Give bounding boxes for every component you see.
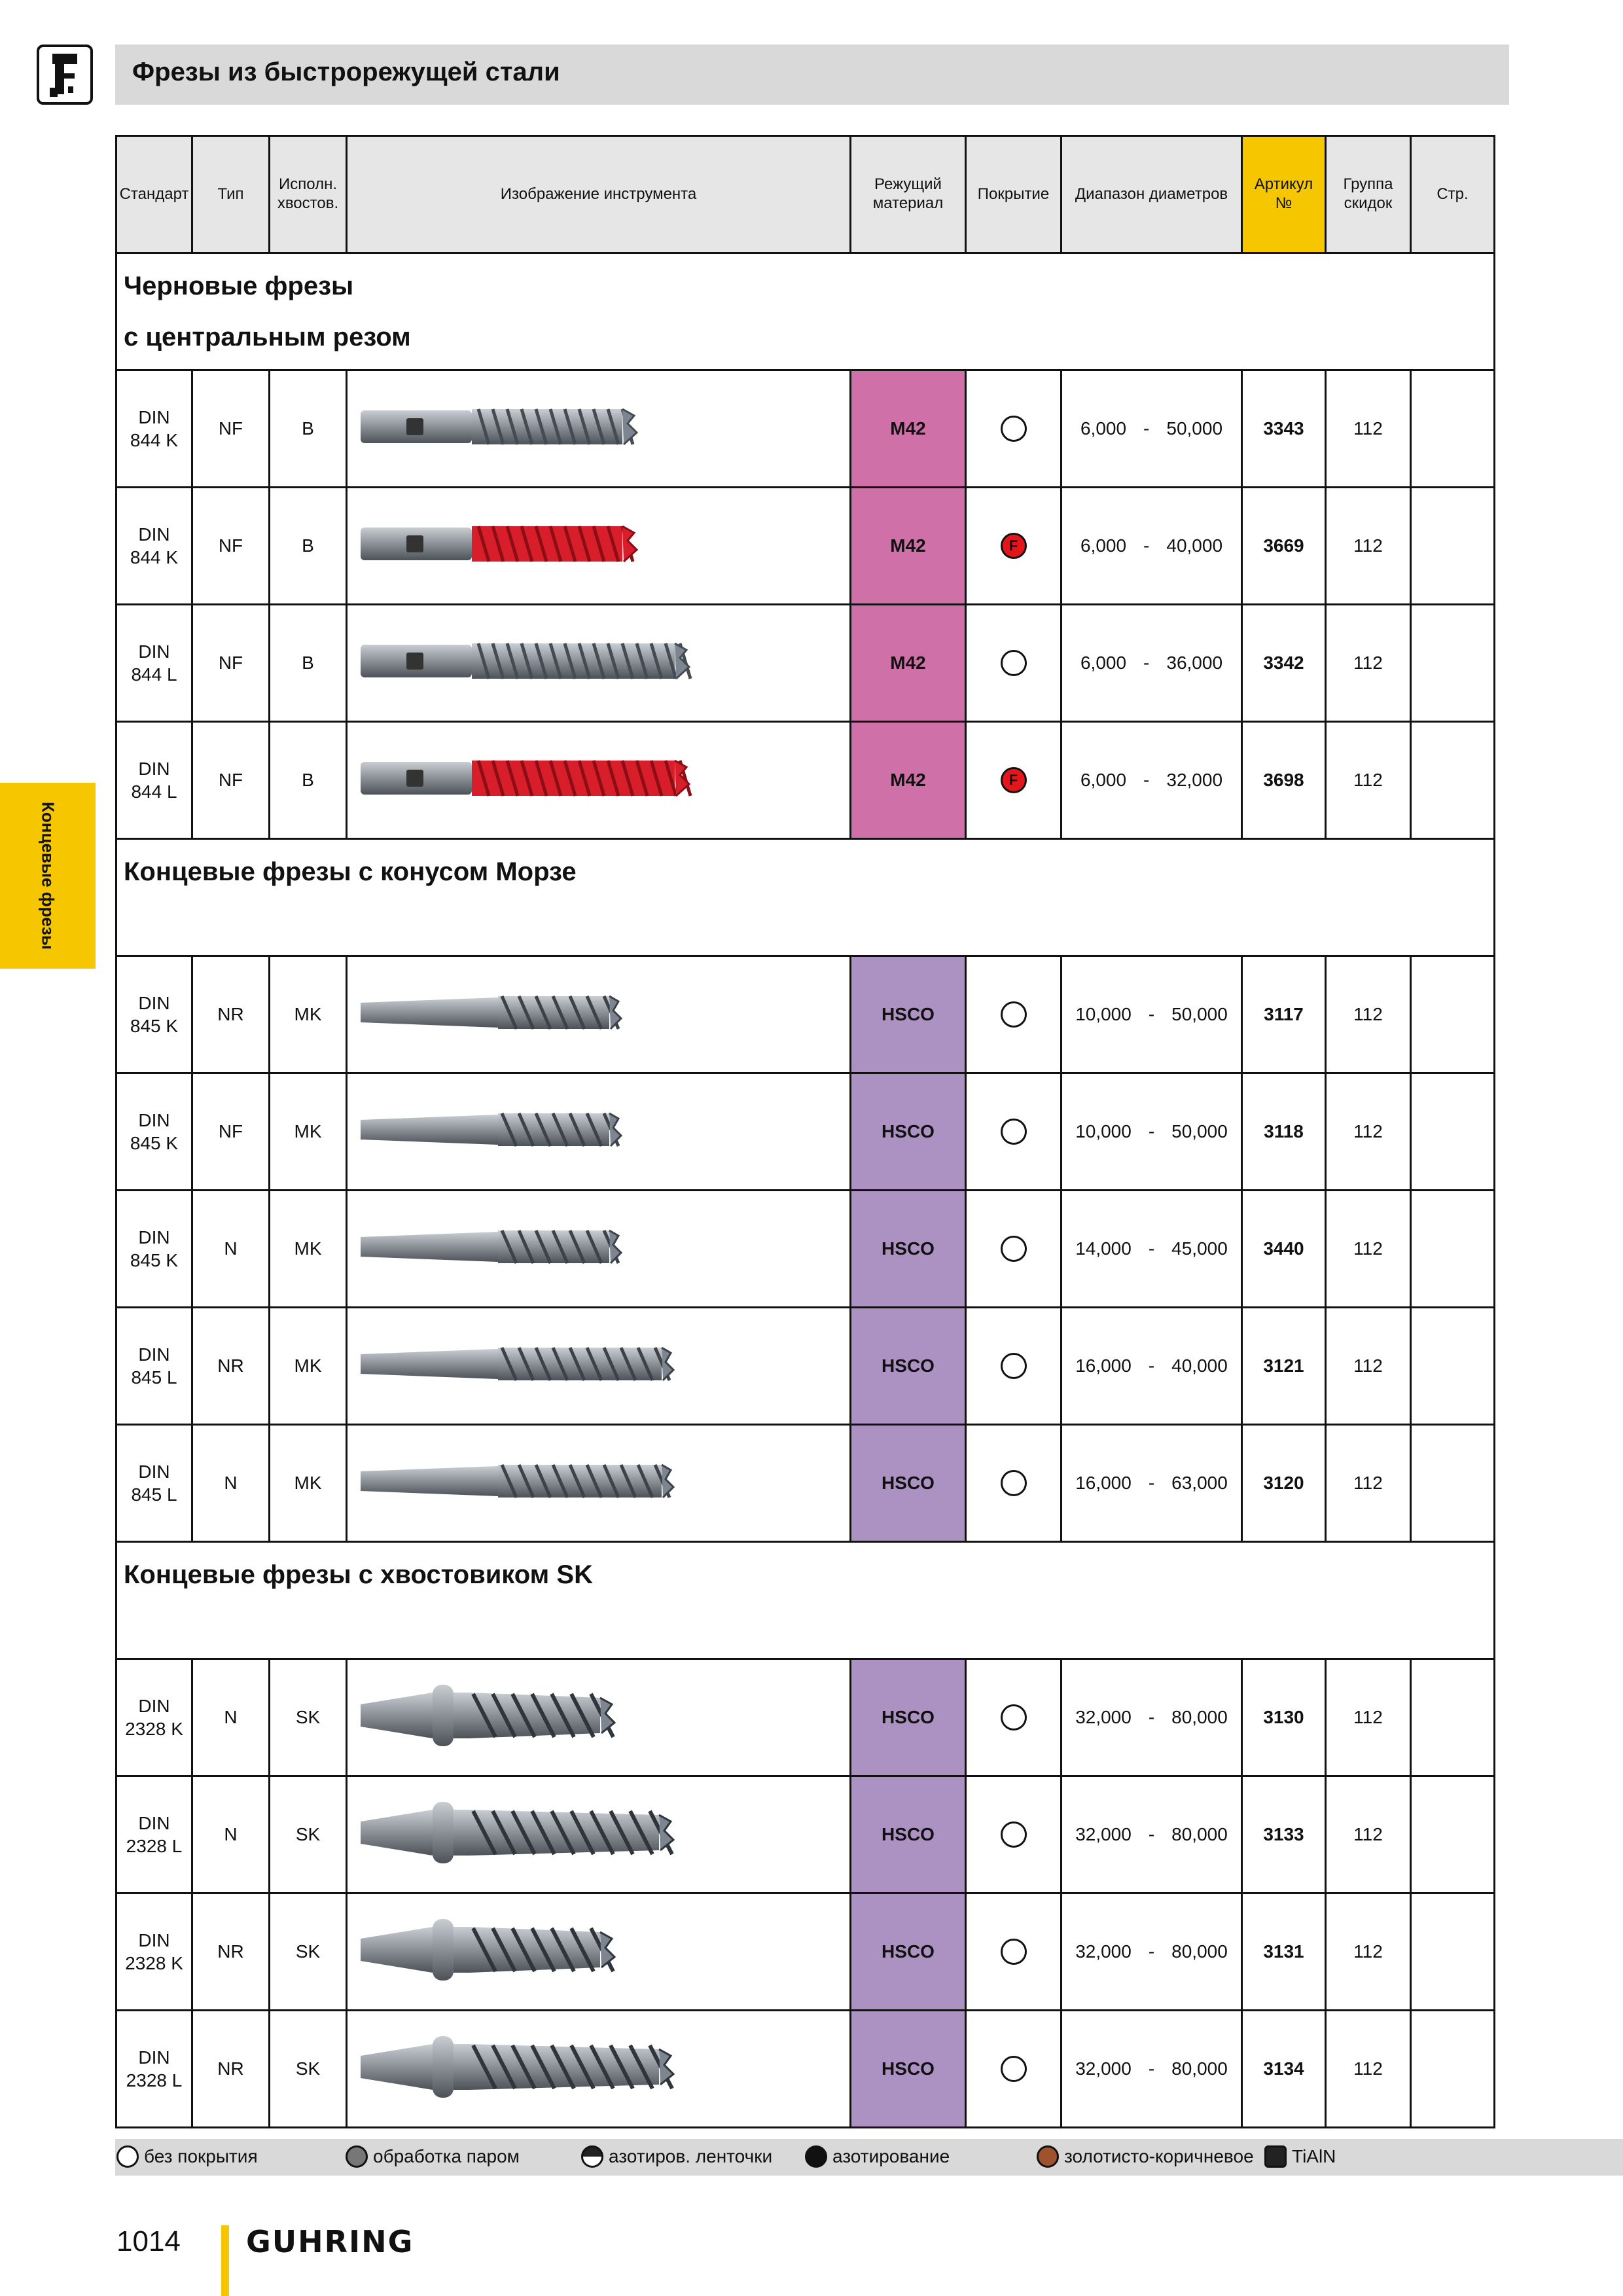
standard-din: DIN — [138, 1813, 170, 1833]
no-coating-icon — [1001, 1821, 1027, 1848]
legend-item — [581, 2145, 772, 2168]
cell-material: M42 — [851, 605, 966, 722]
standard-number: 845 L — [131, 1367, 177, 1388]
sk-shank-mill-icon — [354, 1748, 721, 1768]
legend-label: TiAlN — [1292, 2146, 1336, 2166]
cell-diameter-range — [1061, 1191, 1242, 1308]
cell-coating — [966, 1893, 1061, 2011]
cell-article: 3121 — [1242, 1308, 1326, 1425]
cell-tool-image — [347, 722, 851, 839]
empty-circle-icon — [116, 2145, 139, 2168]
diameter-from: 16,000 — [1075, 1473, 1132, 1493]
cell-standard — [116, 1893, 192, 2011]
diameter-range — [1062, 418, 1241, 439]
diameter-from: 10,000 — [1075, 1004, 1132, 1024]
cell-article: 3120 — [1242, 1425, 1326, 1542]
cell-standard — [116, 956, 192, 1073]
diameter-from: 6,000 — [1080, 535, 1127, 556]
cell-shank: MK — [270, 1308, 347, 1425]
diameter-range — [1062, 653, 1241, 673]
standard-number: 844 L — [131, 781, 177, 802]
range-dash: - — [1148, 1238, 1155, 1259]
roughing-end-mill-long-red-icon — [354, 811, 721, 831]
cell-shank: B — [270, 488, 347, 605]
cell-type: N — [192, 1776, 270, 1893]
cell-discount-group: 112 — [1326, 605, 1411, 722]
cell-coating — [966, 1073, 1061, 1191]
diameter-from: 16,000 — [1075, 1355, 1132, 1376]
cell-shank: MK — [270, 1073, 347, 1191]
standard-number: 844 K — [130, 430, 179, 450]
legend-label: без покрытия — [144, 2146, 258, 2166]
cell-tool-image — [347, 956, 851, 1073]
table-header-row — [116, 136, 1495, 253]
cell-page — [1411, 1073, 1495, 1191]
cell-material: M42 — [851, 488, 966, 605]
cell-type: NR — [192, 1893, 270, 2011]
standard-din: DIN — [138, 993, 170, 1013]
cell-page — [1411, 956, 1495, 1073]
gray-circle-icon — [346, 2145, 368, 2168]
no-coating-icon — [1001, 1939, 1027, 1965]
no-coating-icon — [1001, 650, 1027, 676]
cell-article: 3342 — [1242, 605, 1326, 722]
cell-standard — [116, 1191, 192, 1308]
range-dash: - — [1148, 1707, 1155, 1727]
standard-number: 2328 L — [126, 1836, 183, 1856]
section-row — [116, 1542, 1495, 1659]
cell-tool-image — [347, 1893, 851, 2011]
cell-discount-group: 112 — [1326, 488, 1411, 605]
cell-article: 3118 — [1242, 1073, 1326, 1191]
tialn-coating-icon: F — [1001, 767, 1027, 793]
sk-shank-mill-icon — [354, 1982, 721, 2003]
range-dash: - — [1148, 1121, 1155, 1141]
section-title-line: с центральным резом — [124, 323, 411, 351]
cell-page — [1411, 2011, 1495, 2128]
standard-din: DIN — [138, 524, 170, 545]
diameter-range — [1062, 1473, 1241, 1494]
cell-coating — [966, 1308, 1061, 1425]
cell-coating — [966, 488, 1061, 605]
cell-tool-image — [347, 605, 851, 722]
cell-coating — [966, 1425, 1061, 1542]
range-dash: - — [1148, 1941, 1155, 1962]
diameter-to: 80,000 — [1171, 2058, 1228, 2079]
range-dash: - — [1148, 1824, 1155, 1844]
morse-taper-mill-icon — [354, 1280, 721, 1300]
range-dash: - — [1143, 418, 1150, 439]
legend-item — [346, 2145, 520, 2168]
cell-material: HSCO — [851, 1308, 966, 1425]
col-article: Артикул № — [1242, 136, 1326, 253]
morse-taper-mill-icon — [354, 1045, 721, 1066]
cell-standard — [116, 1073, 192, 1191]
table-row — [116, 605, 1495, 722]
half-black-circle-icon — [581, 2145, 603, 2168]
cell-page — [1411, 1191, 1495, 1308]
sk-shank-mill-long-icon — [354, 1865, 721, 1886]
table-row — [116, 1425, 1495, 1542]
diameter-from: 6,000 — [1080, 653, 1127, 673]
cell-diameter-range — [1061, 1073, 1242, 1191]
cell-shank: B — [270, 605, 347, 722]
diameter-range — [1062, 2058, 1241, 2079]
table-row — [116, 488, 1495, 605]
cell-page — [1411, 605, 1495, 722]
section-row — [116, 839, 1495, 956]
standard-din: DIN — [138, 2047, 170, 2068]
standard-din: DIN — [138, 759, 170, 779]
cell-diameter-range — [1061, 488, 1242, 605]
table-row — [116, 1776, 1495, 1893]
page-number: 1014 — [116, 2225, 181, 2257]
standard-din: DIN — [138, 1227, 170, 1247]
cell-article: 3698 — [1242, 722, 1326, 839]
cell-shank: SK — [270, 1893, 347, 2011]
cell-discount-group: 112 — [1326, 1425, 1411, 1542]
legend-item — [116, 2145, 258, 2168]
cell-discount-group: 112 — [1326, 1776, 1411, 1893]
page-header — [115, 45, 1509, 105]
diameter-range — [1062, 1824, 1241, 1845]
morse-taper-mill-long-icon — [354, 1397, 721, 1417]
table-row — [116, 1073, 1495, 1191]
col-shank: Исполн. хвостов. — [270, 136, 347, 253]
cell-diameter-range — [1061, 1425, 1242, 1542]
cell-shank: MK — [270, 1425, 347, 1542]
table-row — [116, 722, 1495, 839]
brand-logo: GUHRING — [246, 2224, 414, 2259]
cell-standard — [116, 1776, 192, 1893]
roughing-end-mill-icon — [354, 459, 721, 480]
diameter-to: 32,000 — [1166, 770, 1223, 790]
standard-number: 844 L — [131, 664, 177, 685]
cell-tool-image — [347, 1659, 851, 1776]
morse-taper-mill-icon — [354, 1162, 721, 1183]
logo-figure-icon — [39, 47, 90, 102]
diameter-to: 36,000 — [1166, 653, 1223, 673]
footer-accent-bar — [221, 2225, 229, 2296]
diameter-from: 14,000 — [1075, 1238, 1132, 1259]
section-title-line: Концевые фрезы с хвостовиком SK — [124, 1560, 593, 1589]
range-dash: - — [1148, 1355, 1155, 1376]
cell-shank: B — [270, 722, 347, 839]
side-tab-label: Концевые фрезы — [38, 802, 58, 950]
standard-din: DIN — [138, 1344, 170, 1365]
cell-discount-group: 112 — [1326, 1659, 1411, 1776]
cell-discount-group: 112 — [1326, 2011, 1411, 2128]
cell-type: NR — [192, 2011, 270, 2128]
cell-discount-group: 112 — [1326, 1893, 1411, 2011]
col-type: Тип — [192, 136, 270, 253]
cell-standard — [116, 605, 192, 722]
tialn-icon — [1264, 2145, 1287, 2168]
section-title — [116, 839, 1495, 956]
cell-tool-image — [347, 1425, 851, 1542]
col-coating: Покрытие — [966, 136, 1061, 253]
standard-number: 844 K — [130, 547, 179, 567]
cell-material: HSCO — [851, 1659, 966, 1776]
cell-type: NF — [192, 488, 270, 605]
cell-discount-group: 112 — [1326, 722, 1411, 839]
cell-material: M42 — [851, 370, 966, 488]
cell-page — [1411, 370, 1495, 488]
roughing-end-mill-red-icon — [354, 577, 721, 597]
col-page: Стр. — [1411, 136, 1495, 253]
cell-tool-image — [347, 2011, 851, 2128]
diameter-from: 32,000 — [1075, 1707, 1132, 1727]
cell-type: NF — [192, 722, 270, 839]
cell-discount-group: 112 — [1326, 1073, 1411, 1191]
cell-tool-image — [347, 488, 851, 605]
table-row — [116, 1659, 1495, 1776]
section-title-line: Концевые фрезы с конусом Морзе — [124, 857, 577, 886]
cell-discount-group: 112 — [1326, 1308, 1411, 1425]
cell-discount-group: 112 — [1326, 956, 1411, 1073]
cell-page — [1411, 1776, 1495, 1893]
cell-coating — [966, 956, 1061, 1073]
diameter-range — [1062, 770, 1241, 791]
cell-page — [1411, 1893, 1495, 2011]
table-row — [116, 1191, 1495, 1308]
product-table — [115, 135, 1495, 2128]
cell-article: 3669 — [1242, 488, 1326, 605]
diameter-range — [1062, 1941, 1241, 1962]
cell-diameter-range — [1061, 2011, 1242, 2128]
company-logo — [37, 45, 93, 105]
cell-standard — [116, 370, 192, 488]
diameter-from: 6,000 — [1080, 418, 1127, 439]
cell-diameter-range — [1061, 1776, 1242, 1893]
legend-label: азотирование — [832, 2146, 950, 2166]
cell-coating — [966, 370, 1061, 488]
cell-material: HSCO — [851, 1776, 966, 1893]
diameter-to: 80,000 — [1171, 1707, 1228, 1727]
cell-shank: SK — [270, 2011, 347, 2128]
brown-circle-icon — [1037, 2145, 1059, 2168]
table-row — [116, 1893, 1495, 2011]
cell-article: 3130 — [1242, 1659, 1326, 1776]
cell-diameter-range — [1061, 605, 1242, 722]
side-tab — [0, 783, 96, 969]
cell-diameter-range — [1061, 1659, 1242, 1776]
range-dash: - — [1143, 770, 1150, 790]
no-coating-icon — [1001, 1470, 1027, 1496]
standard-din: DIN — [138, 1696, 170, 1716]
cell-tool-image — [347, 1308, 851, 1425]
diameter-range — [1062, 1121, 1241, 1142]
tialn-coating-icon: F — [1001, 533, 1027, 559]
col-standard: Стандарт — [116, 136, 192, 253]
diameter-from: 32,000 — [1075, 1941, 1132, 1962]
coating-legend — [115, 2139, 1623, 2176]
diameter-from: 10,000 — [1075, 1121, 1132, 1141]
section-title-line: Черновые фрезы — [124, 272, 354, 300]
cell-material: HSCO — [851, 2011, 966, 2128]
legend-label: обработка паром — [373, 2146, 520, 2166]
col-discount-group: Группа скидок — [1326, 136, 1411, 253]
cell-coating — [966, 605, 1061, 722]
cell-standard — [116, 1659, 192, 1776]
col-image: Изображение инструмента — [347, 136, 851, 253]
cell-diameter-range — [1061, 370, 1242, 488]
cell-coating — [966, 1191, 1061, 1308]
legend-item — [1037, 2145, 1254, 2168]
standard-number: 2328 K — [125, 1719, 183, 1739]
no-coating-icon — [1001, 1353, 1027, 1379]
diameter-to: 40,000 — [1171, 1355, 1228, 1376]
col-material: Режущий материал — [851, 136, 966, 253]
cell-shank: SK — [270, 1776, 347, 1893]
black-circle-icon — [805, 2145, 827, 2168]
diameter-to: 50,000 — [1171, 1121, 1228, 1141]
cell-discount-group: 112 — [1326, 370, 1411, 488]
legend-item — [805, 2145, 950, 2168]
no-coating-icon — [1001, 1704, 1027, 1731]
diameter-to: 80,000 — [1171, 1824, 1228, 1844]
diameter-range — [1062, 1355, 1241, 1376]
standard-din: DIN — [138, 1110, 170, 1130]
range-dash: - — [1148, 1473, 1155, 1493]
section-row — [116, 253, 1495, 370]
legend-item — [1264, 2145, 1336, 2168]
table-row — [116, 1308, 1495, 1425]
standard-din: DIN — [138, 1462, 170, 1482]
cell-diameter-range — [1061, 722, 1242, 839]
cell-article: 3131 — [1242, 1893, 1326, 2011]
diameter-from: 32,000 — [1075, 2058, 1132, 2079]
table-row — [116, 370, 1495, 488]
legend-label: золотисто-коричневое — [1064, 2146, 1254, 2166]
diameter-range — [1062, 1238, 1241, 1259]
cell-type: NF — [192, 1073, 270, 1191]
section-title — [116, 253, 1495, 370]
standard-number: 845 L — [131, 1484, 177, 1505]
cell-coating — [966, 2011, 1061, 2128]
no-coating-icon — [1001, 2056, 1027, 2082]
cell-coating — [966, 722, 1061, 839]
diameter-from: 6,000 — [1080, 770, 1127, 790]
cell-article: 3133 — [1242, 1776, 1326, 1893]
standard-number: 845 K — [130, 1016, 179, 1036]
cell-standard — [116, 2011, 192, 2128]
cell-article: 3343 — [1242, 370, 1326, 488]
cell-tool-image — [347, 1073, 851, 1191]
cell-diameter-range — [1061, 1308, 1242, 1425]
cell-shank: B — [270, 370, 347, 488]
cell-type: NF — [192, 370, 270, 488]
no-coating-icon — [1001, 416, 1027, 442]
diameter-to: 40,000 — [1166, 535, 1223, 556]
cell-article: 3134 — [1242, 2011, 1326, 2128]
diameter-to: 50,000 — [1166, 418, 1223, 439]
cell-standard — [116, 1425, 192, 1542]
diameter-from: 32,000 — [1075, 1824, 1132, 1844]
no-coating-icon — [1001, 1001, 1027, 1028]
cell-diameter-range — [1061, 956, 1242, 1073]
diameter-range — [1062, 1004, 1241, 1025]
range-dash: - — [1143, 535, 1150, 556]
standard-number: 2328 K — [125, 1953, 183, 1973]
range-dash: - — [1148, 2058, 1155, 2079]
standard-din: DIN — [138, 641, 170, 662]
standard-number: 2328 L — [126, 2070, 183, 2090]
cell-article: 3440 — [1242, 1191, 1326, 1308]
cell-shank: SK — [270, 1659, 347, 1776]
cell-type: N — [192, 1191, 270, 1308]
diameter-to: 80,000 — [1171, 1941, 1228, 1962]
cell-page — [1411, 1425, 1495, 1542]
diameter-range — [1062, 535, 1241, 556]
cell-tool-image — [347, 370, 851, 488]
cell-material: HSCO — [851, 1073, 966, 1191]
cell-page — [1411, 1659, 1495, 1776]
range-dash: - — [1143, 653, 1150, 673]
cell-material: M42 — [851, 722, 966, 839]
cell-discount-group: 112 — [1326, 1191, 1411, 1308]
cell-shank: MK — [270, 956, 347, 1073]
cell-type: N — [192, 1425, 270, 1542]
table-body — [116, 253, 1495, 2128]
standard-din: DIN — [138, 1930, 170, 1950]
table-row — [116, 2011, 1495, 2128]
cell-material: HSCO — [851, 956, 966, 1073]
standard-din: DIN — [138, 407, 170, 427]
cell-standard — [116, 1308, 192, 1425]
standard-number: 845 K — [130, 1133, 179, 1153]
cell-coating — [966, 1776, 1061, 1893]
col-diameter-range: Диапазон диаметров — [1061, 136, 1242, 253]
cell-page — [1411, 1308, 1495, 1425]
cell-material: HSCO — [851, 1893, 966, 2011]
cell-page — [1411, 488, 1495, 605]
cell-type: NF — [192, 605, 270, 722]
range-dash: - — [1148, 1004, 1155, 1024]
cell-material: HSCO — [851, 1191, 966, 1308]
morse-taper-mill-long-icon — [354, 1514, 721, 1534]
cell-article: 3117 — [1242, 956, 1326, 1073]
no-coating-icon — [1001, 1119, 1027, 1145]
cell-material: HSCO — [851, 1425, 966, 1542]
diameter-to: 50,000 — [1171, 1004, 1228, 1024]
cell-standard — [116, 488, 192, 605]
cell-tool-image — [347, 1191, 851, 1308]
cell-standard — [116, 722, 192, 839]
cell-tool-image — [347, 1776, 851, 1893]
standard-number: 845 K — [130, 1250, 179, 1270]
diameter-to: 45,000 — [1171, 1238, 1228, 1259]
sk-shank-mill-long-icon — [354, 2100, 721, 2120]
page-title: Фрезы из быстрорежущей стали — [132, 58, 560, 86]
diameter-range — [1062, 1707, 1241, 1728]
table-row — [116, 956, 1495, 1073]
cell-shank: MK — [270, 1191, 347, 1308]
cell-diameter-range — [1061, 1893, 1242, 2011]
legend-label: азотиров. ленточки — [609, 2146, 773, 2166]
cell-type: NR — [192, 956, 270, 1073]
roughing-end-mill-long-icon — [354, 694, 721, 714]
cell-type: NR — [192, 1308, 270, 1425]
cell-page — [1411, 722, 1495, 839]
cell-type: N — [192, 1659, 270, 1776]
cell-coating — [966, 1659, 1061, 1776]
no-coating-icon — [1001, 1236, 1027, 1262]
diameter-to: 63,000 — [1171, 1473, 1228, 1493]
section-title — [116, 1542, 1495, 1659]
